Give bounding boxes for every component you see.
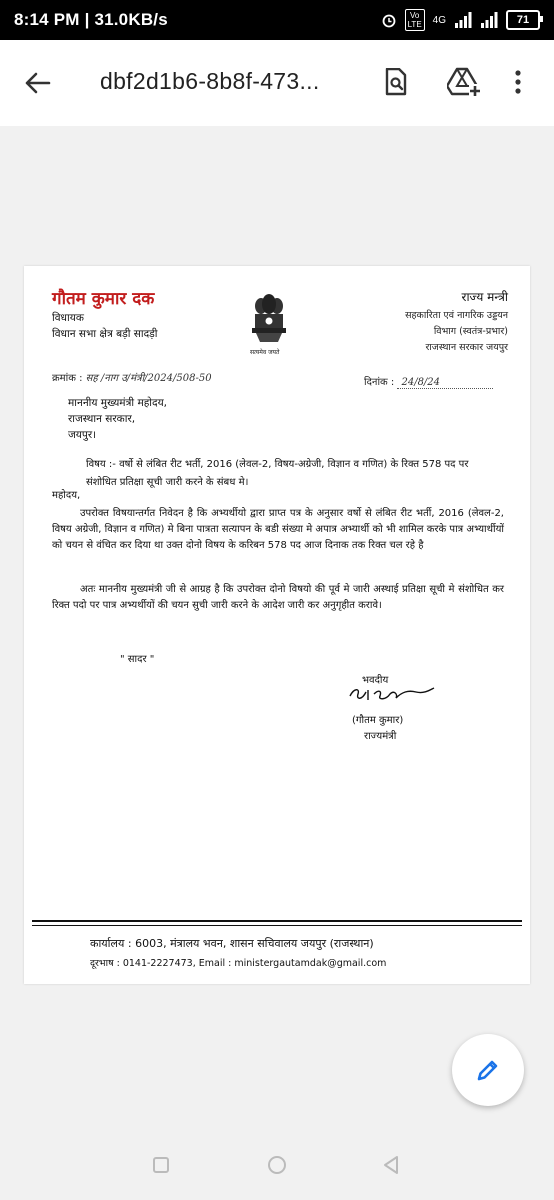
status-time-speed: 8:14 PM | 31.0KB/s [14, 10, 168, 29]
back-nav-button[interactable] [380, 1154, 402, 1176]
letter-date: दिनांक : 24/8/24 [364, 374, 493, 389]
signature-name: (गौतम कुमार) [352, 715, 404, 726]
footer-contact: दूरभाष : 0141-2227473, Email : ministergautamdak@gmail.com [90, 958, 387, 969]
back-triangle-icon [382, 1155, 400, 1175]
edit-pencil-icon [476, 1058, 500, 1082]
letterhead-right-line1: सहकारिता एवं नागरिक उड्डयन [405, 310, 508, 321]
add-to-drive-button[interactable] [446, 64, 482, 100]
find-in-page-icon [384, 68, 408, 96]
recents-button[interactable] [150, 1154, 172, 1176]
date-value: 24/8/24 [397, 377, 493, 389]
letter-paragraph-1: उपरोक्त विषयान्तर्गत निवेदन है कि अभ्यर्थीयो द्वारा प्राप्त पत्र के अनुसार वर्षो से लंबित रीट भर्ती, 2016 (लेवल-2, विषय अग्रेजी, विज्ञान व गणित) मे बिना पात्रता सत्यापन के बडी संख्या मे अपात्र अभ्यार्थी को भी शामिल करके पात्र अभ्यार्थीयों को चयन से वंचित कर दिया था उक्त दोनो विषय के करिबन 578 पद आज दिनाक तक रिक्त चल रहे है [52, 508, 504, 551]
volte-icon: Vo LTE [405, 9, 425, 31]
emblem-motto: सत्यमेव जयते [250, 349, 280, 356]
letterhead-right-line3: राजस्थान सरकार जयपुर [425, 342, 508, 353]
signature-title: राज्यमंत्री [364, 731, 397, 742]
more-vert-icon [515, 70, 521, 94]
letter-subject: विषय :- वर्षो से लंबित रीट भर्ती, 2016 (लेवल-2, विषय-अग्रेजी, विज्ञान व गणित) के रिक्त 578 पद पर संशोधित प्रतिक्षा सूची जारी करने के संबध मे। [86, 459, 469, 488]
signature-bhavdiya: भवदीय [362, 675, 389, 686]
back-button[interactable] [18, 65, 58, 101]
address-line-2: राजस्थान सरकार, [68, 413, 136, 425]
footer-rule-thin [32, 925, 522, 926]
status-bar [0, 0, 554, 40]
address-line-3: जयपुर। [68, 429, 97, 441]
letterhead-constituency: विधान सभा क्षेत्र बड़ी सादड़ी [52, 328, 158, 340]
status-icons [381, 8, 540, 32]
signal-icon-2 [480, 12, 498, 28]
document-title: dbf2d1b6-8b8f-473... [100, 68, 320, 94]
letter-salutation: महोदय, [52, 490, 81, 501]
address-line-1: माननीय मुख्यमंत्री महोदय, [68, 397, 168, 409]
system-nav-bar [0, 1130, 554, 1200]
home-circle-icon [267, 1155, 287, 1175]
find-in-page-button[interactable] [378, 64, 414, 100]
letterhead-right-line2: विभाग (स्वतंत्र-प्रभार) [433, 326, 508, 337]
more-options-button[interactable] [506, 64, 530, 100]
reference-value: सह /नाग उ/मंत्री/2024/508-50 [85, 373, 212, 384]
recents-square-icon [152, 1156, 170, 1174]
edit-button[interactable] [452, 1034, 524, 1106]
document-page[interactable] [24, 266, 530, 984]
reference-number: क्रमांक : सह /नाग उ/मंत्री/2024/508-50 [52, 373, 212, 384]
back-arrow-icon [25, 72, 51, 94]
app-bar [0, 40, 554, 126]
letterhead-name: गौतम कुमार दक [52, 289, 155, 309]
letterhead-designation: विधायक [52, 312, 84, 324]
signal-icon [454, 12, 472, 28]
alarm-icon [381, 12, 397, 28]
footer-rule-thick [32, 920, 522, 922]
add-to-drive-icon [447, 67, 481, 97]
home-button[interactable] [266, 1154, 288, 1176]
battery-icon: 71 [506, 10, 540, 30]
footer-office: कार्यालय : 6003, मंत्रालय भवन, शासन सचिवालय जयपुर (राजस्थान) [90, 937, 374, 950]
handwritten-signature [346, 682, 436, 704]
network-type: 4G [432, 14, 446, 26]
letter-paragraph-2: अतः माननीय मुख्यमंत्री जी से आग्रह है कि उपरोक्त दोनो विषयो की पूर्व मे जारी अस्थाई प्रतिक्षा सूची मे संशोधित कर रिक्त पदो पर पात्र अभ्यर्थीयों की चयन सुची जारी करने के आदेश जारी कर अनुगृहीत करावे। [52, 584, 504, 611]
letterhead-right-title: राज्य मन्त्री [461, 290, 508, 304]
letter-closing: " सादर " [120, 654, 155, 665]
